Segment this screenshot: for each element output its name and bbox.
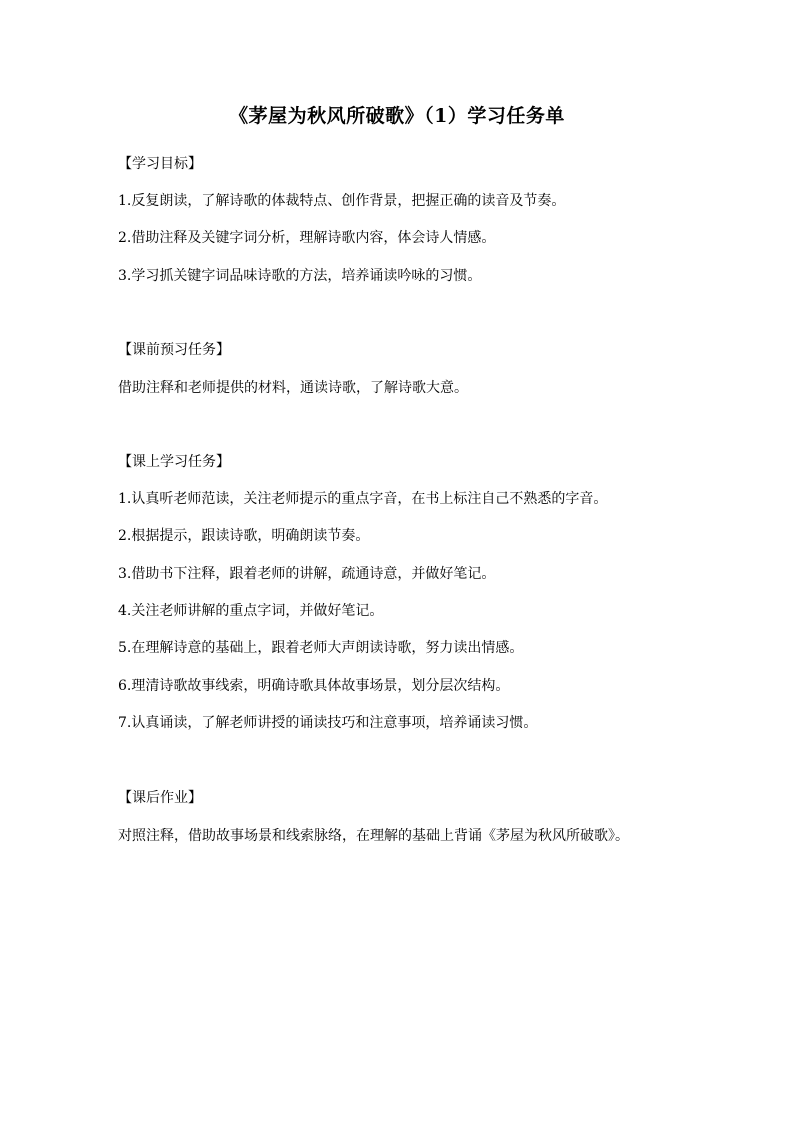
class-task-item: 4.关注老师讲解的重点字词，并做好笔记。 (118, 603, 384, 619)
class-task-item: 5.在理解诗意的基础上，跟着老师大声朗读诗歌，努力读出情感。 (118, 640, 524, 656)
goal-item: 2.借助注释及关键字词分析，理解诗歌内容，体会诗人情感。 (118, 230, 496, 246)
section-heading-homework: 【课后作业】 (118, 790, 202, 806)
section-heading-preview: 【课前预习任务】 (118, 342, 230, 358)
class-task-item: 6.理清诗歌故事线索，明确诗歌具体故事场景，划分层次结构。 (118, 678, 510, 694)
section-heading-goals: 【学习目标】 (118, 156, 202, 172)
document-title: 《茅屋为秋风所破歌》（1）学习任务单 (229, 105, 565, 127)
class-task-item: 1.认真听老师范读，关注老师提示的重点字音，在书上标注自己不熟悉的字音。 (118, 491, 608, 507)
section-heading-class: 【课上学习任务】 (118, 454, 230, 470)
preview-text: 借助注释和老师提供的材料，通读诗歌，了解诗歌大意。 (118, 380, 468, 396)
homework-text: 对照注释，借助故事场景和线索脉络，在理解的基础上背诵《茅屋为秋风所破歌》。 (118, 828, 629, 844)
class-task-item: 2.根据提示，跟读诗歌，明确朗读节奏。 (118, 528, 370, 544)
goal-item: 3.学习抓关键字词品味诗歌的方法，培养诵读吟咏的习惯。 (118, 268, 482, 284)
class-task-item: 3.借助书下注释，跟着老师的讲解，疏通诗意，并做好笔记。 (118, 566, 496, 582)
goal-item: 1.反复朗读，了解诗歌的体裁特点、创作背景，把握正确的读音及节奏。 (118, 193, 566, 209)
class-task-item: 7.认真诵读，了解老师讲授的诵读技巧和注意事项，培养诵读习惯。 (118, 715, 538, 731)
